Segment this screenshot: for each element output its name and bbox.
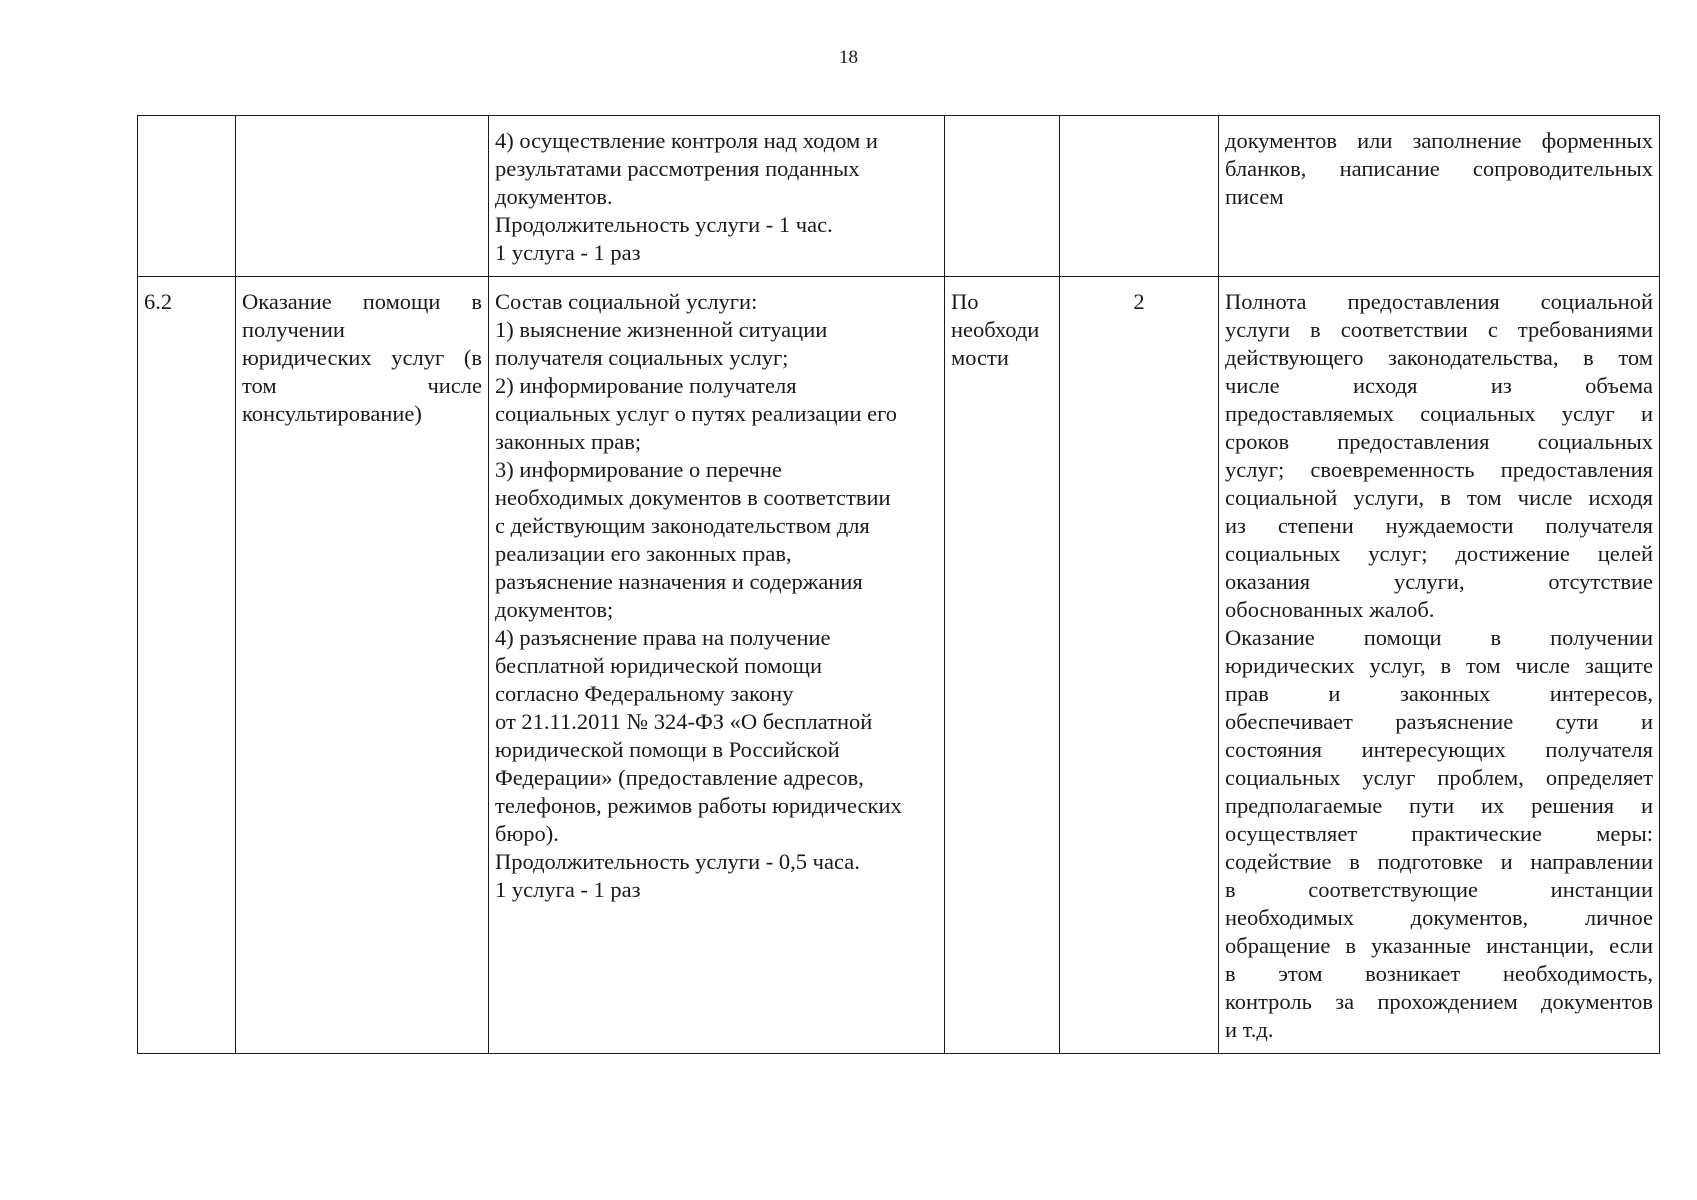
quality-line: обеспечивает разъяснение сути и — [1225, 709, 1653, 734]
content-line: результатами рассмотрения поданных — [495, 156, 860, 181]
quality-line: услуг; своевременность предоставления — [1225, 457, 1653, 482]
quality-line: содействие в подготовке и направлении — [1225, 849, 1653, 874]
content-line: с действующим законодательством для — [495, 513, 870, 538]
quality-line: в этом возникает необходимость, — [1225, 961, 1653, 986]
quality-line: документов или заполнение форменных — [1225, 128, 1653, 153]
quality-line: бланков, написание сопроводительных — [1225, 156, 1653, 181]
name-line: получении — [242, 317, 345, 342]
quality-line: предоставляемых социальных услуг и — [1225, 401, 1653, 426]
quality-line: числе исходя из объема — [1225, 373, 1653, 398]
quality-line: писем — [1225, 184, 1284, 209]
quality-line: осуществляет практические меры: — [1225, 821, 1653, 846]
content-line: 3) информирование о перечне — [495, 457, 782, 482]
content-line: реализации его законных прав, — [495, 541, 792, 566]
quality-line: обращение в указанные инстанции, если — [1225, 933, 1653, 958]
quality-line: контроль за прохождением документов — [1225, 989, 1653, 1014]
name-line: Оказание помощи в — [242, 289, 482, 314]
cell-frequency — [945, 277, 1060, 1054]
cell-quality-criteria — [1219, 277, 1660, 1054]
quality-line: юридических услуг, в том числе защите — [1225, 653, 1653, 678]
table-row-continuation — [138, 116, 1660, 277]
content-line: телефонов, режимов работы юридических — [495, 793, 902, 818]
content-line: получателя социальных услуг; — [495, 345, 789, 370]
quality-line: из степени нуждаемости получателя — [1225, 513, 1653, 538]
quality-line: состояния интересующих получателя — [1225, 737, 1653, 762]
quality-line: социальной услуги, в том числе исходя — [1225, 485, 1653, 510]
quality-line: прав и законных интересов, — [1225, 681, 1653, 706]
content-line: социальных услуг о путях реализации его — [495, 401, 898, 426]
frequency-line: мости — [951, 345, 1009, 370]
content-line: разъяснение назначения и содержания — [495, 569, 863, 594]
cell-number: 6.2 — [138, 277, 236, 1054]
content-line: бюро). — [495, 821, 559, 846]
content-line: Федерации» (предоставление адресов, — [495, 765, 864, 790]
content-line: 1) выяснение жизненной ситуации — [495, 317, 828, 342]
content-line: согласно Федеральному закону — [495, 681, 794, 706]
cell-service-content — [489, 116, 945, 277]
quality-line: обоснованных жалоб. — [1225, 597, 1435, 622]
content-line: 1 услуга - 1 раз — [495, 877, 641, 902]
content-line: 4) разъяснение права на получение — [495, 625, 831, 650]
cell-amount: 2 — [1060, 277, 1219, 1054]
quality-line: в соответствующие инстанции — [1225, 877, 1653, 902]
quality-line: действующего законодательства, в том — [1225, 345, 1653, 370]
content-line: документов. — [495, 184, 613, 209]
cell-number — [138, 116, 236, 277]
content-line: 4) осуществление контроля над ходом и — [495, 128, 878, 153]
frequency-line: По — [951, 289, 979, 314]
content-line: Продолжительность услуги - 1 час. — [495, 212, 833, 237]
table-row-6-2 — [138, 277, 1660, 1054]
cell-frequency — [945, 116, 1060, 277]
content-line: 1 услуга - 1 раз — [495, 240, 641, 265]
cell-service-name — [236, 277, 489, 1054]
quality-line: социальных услуг; достижение целей — [1225, 541, 1653, 566]
cell-service-name — [236, 116, 489, 277]
content-line: Состав социальной услуги: — [495, 289, 758, 314]
cell-service-content — [489, 277, 945, 1054]
quality-line: и т.д. — [1225, 1017, 1274, 1042]
content-line: необходимых документов в соответствии — [495, 485, 891, 510]
services-table — [137, 115, 1660, 1054]
quality-line: Оказание помощи в получении — [1225, 625, 1653, 650]
name-line: консультирование) — [242, 401, 422, 426]
cell-amount — [1060, 116, 1219, 277]
content-line: документов; — [495, 597, 614, 622]
content-line: законных прав; — [495, 429, 642, 454]
quality-line: необходимых документов, личное — [1225, 905, 1653, 930]
quality-line: услуги в соответствии с требованиями — [1225, 317, 1653, 342]
quality-line: предполагаемые пути их решения и — [1225, 793, 1653, 818]
quality-line: сроков предоставления социальных — [1225, 429, 1653, 454]
content-line: юридической помощи в Российской — [495, 737, 840, 762]
content-line: 2) информирование получателя — [495, 373, 797, 398]
name-line: юридических услуг (в — [242, 345, 482, 370]
quality-line: социальных услуг проблем, определяет — [1225, 765, 1653, 790]
cell-quality-criteria — [1219, 116, 1660, 277]
quality-line: Полнота предоставления социальной — [1225, 289, 1653, 314]
frequency-line: необходи — [951, 317, 1040, 342]
page-number: 18 — [839, 47, 858, 68]
content-line: Продолжительность услуги - 0,5 часа. — [495, 849, 860, 874]
quality-line: оказания услуги, отсутствие — [1225, 569, 1653, 594]
content-line: от 21.11.2011 № 324-ФЗ «О бесплатной — [495, 709, 873, 734]
name-line: том числе — [242, 373, 482, 398]
content-line: бесплатной юридической помощи — [495, 653, 823, 678]
